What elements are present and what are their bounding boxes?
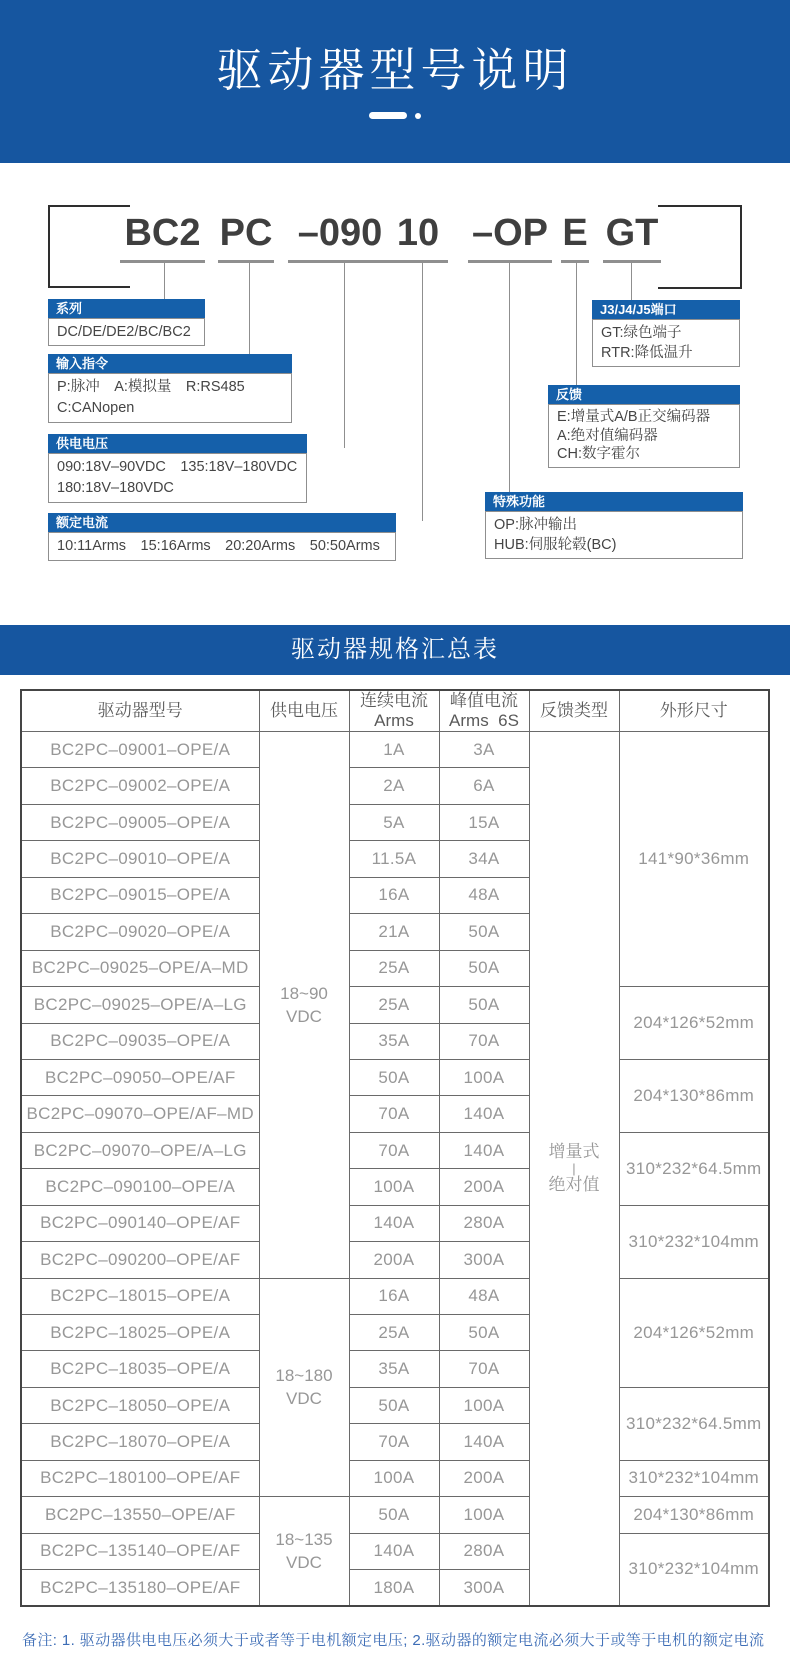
spec-table-row [21,1205,769,1241]
summary-banner-title: 驱动器规格汇总表 [291,636,499,663]
legend-box-special-body: OP:脉冲输出 HUB:伺服轮毂(BC) [485,511,743,559]
voltage-cell: 18~180 VDC [259,1278,349,1497]
model-cell: BC2PC–09005–OPE/A [21,804,259,840]
title-underline-dash-icon [369,112,407,119]
peak-current-cell: 100A [439,1497,529,1533]
continuous-current-cell: 100A [349,1460,439,1496]
spec-table-row [21,732,769,768]
model-cell: BC2PC–09050–OPE/AF [21,1059,259,1095]
legend-box-feedback [548,385,740,468]
model-token-port: GT [603,212,661,263]
peak-current-cell: 48A [439,877,529,913]
col-header-dimensions: 外形尺寸 [619,690,769,732]
legend-box-series-title: 系列 [48,299,205,318]
continuous-current-cell: 70A [349,1132,439,1168]
continuous-current-cell: 50A [349,1497,439,1533]
model-cell: BC2PC–135180–OPE/AF [21,1570,259,1606]
continuous-current-cell: 100A [349,1169,439,1205]
spec-table-header-row [21,690,769,732]
legend-box-special-title: 特殊功能 [485,492,743,511]
dimension-cell: 310*232*104mm [619,1460,769,1496]
model-cell: BC2PC–18015–OPE/A [21,1278,259,1314]
legend-box-series [48,299,205,346]
peak-current-cell: 140A [439,1424,529,1460]
continuous-current-cell: 25A [349,950,439,986]
continuous-current-cell: 16A [349,1278,439,1314]
continuous-current-cell: 70A [349,1424,439,1460]
model-cell: BC2PC–13550–OPE/AF [21,1497,259,1533]
continuous-current-cell: 180A [349,1570,439,1606]
left-bracket-icon [48,205,130,288]
peak-current-cell: 70A [439,1351,529,1387]
peak-current-cell: 50A [439,987,529,1023]
continuous-current-cell: 140A [349,1205,439,1241]
continuous-current-cell: 35A [349,1023,439,1059]
dimension-cell: 310*232*64.5mm [619,1132,769,1205]
continuous-current-cell: 1A [349,732,439,768]
spec-table-row [21,1387,769,1423]
legend-box-port [592,300,740,367]
legend-box-voltage-title: 供电电压 [48,434,307,453]
model-token-feedback: E [561,212,589,263]
legend-box-special [485,492,743,559]
continuous-current-cell: 25A [349,987,439,1023]
model-cell: BC2PC–09025–OPE/A–MD [21,950,259,986]
continuous-current-cell: 2A [349,768,439,804]
model-token-series: BC2 [120,212,205,263]
model-cell: BC2PC–09070–OPE/A–LG [21,1132,259,1168]
continuous-current-cell: 5A [349,804,439,840]
legend-box-command-body: P:脉冲 A:模拟量 R:RS485 C:CANopen [48,373,292,423]
model-cell: BC2PC–09025–OPE/A–LG [21,987,259,1023]
continuous-current-cell: 140A [349,1533,439,1569]
continuous-current-cell: 70A [349,1096,439,1132]
peak-current-cell: 15A [439,804,529,840]
legend-box-voltage-body: 090:18V–90VDC 135:18V–180VDC 180:18V–180VDC [48,453,307,503]
spec-table-row [21,1278,769,1314]
legend-box-current-title: 额定电流 [48,513,396,532]
legend-box-command [48,354,292,423]
connector-line-series [164,263,165,300]
spec-table-body [21,732,769,1607]
peak-current-cell: 70A [439,1023,529,1059]
legend-box-port-body: GT:绿色端子 RTR:降低温升 [592,319,740,367]
col-header-peak-current: 峰值电流 Arms 6S [439,690,529,732]
peak-current-cell: 50A [439,1315,529,1351]
connector-line-feedback [576,263,577,385]
spec-table-row [21,1497,769,1533]
connector-line-voltage [344,263,345,448]
dimension-cell: 204*130*86mm [619,1059,769,1132]
peak-current-cell: 34A [439,841,529,877]
title-underline-dot-icon [415,113,421,119]
legend-box-command-title: 输入指令 [48,354,292,373]
continuous-current-cell: 25A [349,1315,439,1351]
dimension-cell: 204*130*86mm [619,1497,769,1533]
model-cell: BC2PC–090140–OPE/AF [21,1205,259,1241]
legend-box-current-body: 10:11Arms 15:16Arms 20:20Arms 50:50Arms [48,532,396,561]
legend-box-series-body: DC/DE/DE2/BC/BC2 [48,318,205,346]
footer-note: 备注: 1. 驱动器供电电压必须大于或者等于电机额定电压; 2.驱动器的额定电流必须大于或等于电机的额定电流 [22,1632,765,1649]
col-header-voltage: 供电电压 [259,690,349,732]
peak-current-cell: 140A [439,1096,529,1132]
model-cell: BC2PC–090200–OPE/AF [21,1242,259,1278]
connector-line-command [249,263,250,354]
peak-current-cell: 200A [439,1460,529,1496]
feedback-cell: 增量式 | 绝对值 [529,732,619,1607]
continuous-current-cell: 35A [349,1351,439,1387]
summary-banner [0,625,790,675]
spec-table [20,689,770,1607]
peak-current-cell: 100A [439,1059,529,1095]
peak-current-cell: 48A [439,1278,529,1314]
model-cell: BC2PC–09020–OPE/A [21,914,259,950]
continuous-current-cell: 11.5A [349,841,439,877]
dimension-cell: 310*232*104mm [619,1205,769,1278]
peak-current-cell: 140A [439,1132,529,1168]
model-token-voltage: –090 [288,212,392,263]
model-cell: BC2PC–18050–OPE/A [21,1387,259,1423]
header-banner [0,0,790,163]
legend-box-feedback-title: 反馈 [548,385,740,404]
title-underline [0,112,790,119]
col-header-model: 驱动器型号 [21,690,259,732]
continuous-current-cell: 16A [349,877,439,913]
legend-box-current [48,513,396,561]
spec-table-row [21,1059,769,1095]
voltage-cell: 18~135 VDC [259,1497,349,1606]
dimension-cell: 310*232*64.5mm [619,1387,769,1460]
peak-current-cell: 200A [439,1169,529,1205]
connector-line-special [509,263,510,492]
connector-line-current [422,263,423,521]
model-cell: BC2PC–18025–OPE/A [21,1315,259,1351]
model-cell: BC2PC–09002–OPE/A [21,768,259,804]
model-token-special: –OP [468,212,552,263]
continuous-current-cell: 50A [349,1059,439,1095]
continuous-current-cell: 50A [349,1387,439,1423]
right-bracket-icon [658,205,742,289]
dimension-cell: 141*90*36mm [619,732,769,987]
dimension-cell: 310*232*104mm [619,1533,769,1606]
legend-box-feedback-body: E:增量式A/B正交编码器 A:绝对值编码器 CH:数字霍尔 [548,404,740,468]
legend-box-voltage [48,434,307,503]
peak-current-cell: 50A [439,950,529,986]
spec-table-row [21,1533,769,1569]
peak-current-cell: 280A [439,1533,529,1569]
spec-table-row [21,987,769,1023]
peak-current-cell: 50A [439,914,529,950]
model-token-current: 10 [388,212,448,263]
model-cell: BC2PC–18035–OPE/A [21,1351,259,1387]
peak-current-cell: 6A [439,768,529,804]
peak-current-cell: 100A [439,1387,529,1423]
connector-line-port [631,263,632,300]
col-header-continuous-current: 连续电流 Arms [349,690,439,732]
voltage-cell: 18~90 VDC [259,732,349,1279]
peak-current-cell: 280A [439,1205,529,1241]
spec-table-row [21,1132,769,1168]
model-cell: BC2PC–18070–OPE/A [21,1424,259,1460]
peak-current-cell: 3A [439,732,529,768]
model-cell: BC2PC–09070–OPE/AF–MD [21,1096,259,1132]
peak-current-cell: 300A [439,1570,529,1606]
continuous-current-cell: 200A [349,1242,439,1278]
page-title: 驱动器型号说明 [216,44,574,96]
model-cell: BC2PC–090100–OPE/A [21,1169,259,1205]
model-cell: BC2PC–09035–OPE/A [21,1023,259,1059]
legend-box-port-title: J3/J4/J5端口 [592,300,740,319]
col-header-feedback: 反馈类型 [529,690,619,732]
spec-table-row [21,1460,769,1496]
peak-current-cell: 300A [439,1242,529,1278]
model-cell: BC2PC–135140–OPE/AF [21,1533,259,1569]
continuous-current-cell: 21A [349,914,439,950]
model-cell: BC2PC–09015–OPE/A [21,877,259,913]
model-cell: BC2PC–09010–OPE/A [21,841,259,877]
dimension-cell: 204*126*52mm [619,987,769,1060]
model-token-command: PC [218,212,274,263]
model-cell: BC2PC–09001–OPE/A [21,732,259,768]
model-cell: BC2PC–180100–OPE/AF [21,1460,259,1496]
dimension-cell: 204*126*52mm [619,1278,769,1387]
